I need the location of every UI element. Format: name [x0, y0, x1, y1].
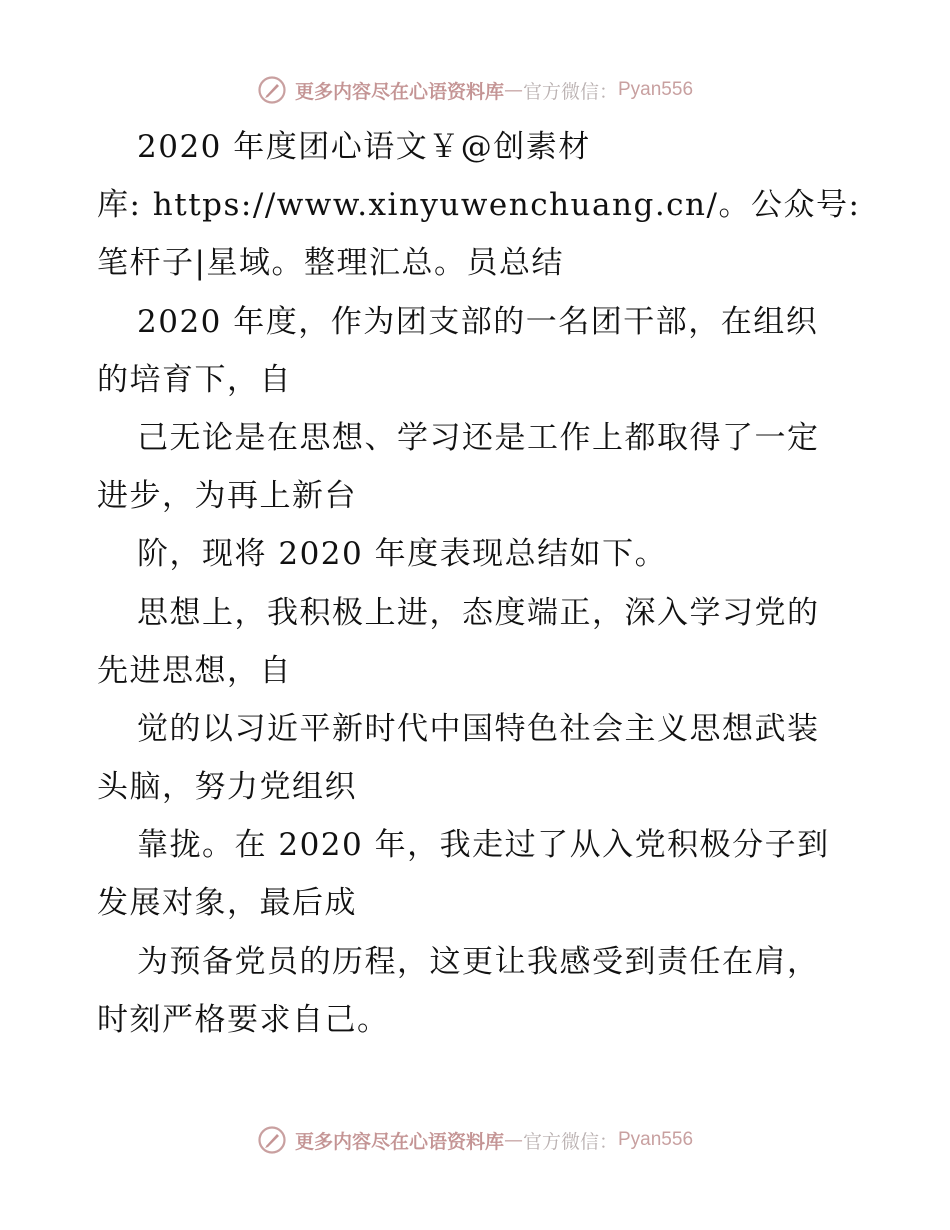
text-line: 头脑，努力党组织 [97, 769, 357, 806]
text-line: 笔杆子|星域。整理汇总。员总结 [97, 245, 564, 282]
document-body [97, 118, 861, 1049]
text-line: 先进思想，自 [97, 652, 292, 689]
watermark-text [295, 77, 693, 104]
watermark-main-text: 更多内容尽在心语资料库 [294, 1130, 504, 1153]
text-line: 觉的以习近平新时代中国特色社会主义思想武装 [137, 710, 820, 747]
quill-logo-icon [257, 1125, 287, 1155]
text-line: 库: https://www.xinyuwenchuang.cn/。公众号: [97, 187, 861, 224]
text-line: 2020 年度团心语文￥@创素材 [137, 129, 591, 165]
text-line: 靠拢。在 2020 年，我走过了从入党积极分子到 [137, 827, 830, 864]
text-line: 时刻严格要求自己。 [97, 1001, 390, 1038]
header-watermark-banner [0, 70, 950, 110]
watermark-sub-text: 官方微信： [522, 80, 618, 103]
text-line: 发展对象，最后成 [97, 885, 357, 922]
watermark-handle: Pyan556 [618, 1129, 694, 1150]
footer-watermark-banner [0, 1120, 950, 1160]
text-line: 己无论是在思想、学习还是工作上都取得了一定 [137, 419, 820, 456]
text-line: 为预备党员的历程，这更让我感受到责任在肩， [137, 943, 820, 980]
quill-logo-icon [257, 75, 287, 105]
watermark-separator: — [503, 79, 523, 101]
watermark-handle: Pyan556 [618, 79, 694, 100]
text-line: 阶，现将 2020 年度表现总结如下。 [137, 536, 668, 573]
watermark-text [295, 1127, 693, 1154]
text-line: 的培育下，自 [97, 361, 292, 398]
text-line: 思想上，我积极上进，态度端正，深入学习党的 [137, 594, 820, 631]
text-line: 2020 年度，作为团支部的一名团干部，在组织 [137, 303, 819, 340]
watermark-separator: — [503, 1129, 523, 1151]
text-line: 进步，为再上新台 [97, 478, 357, 515]
watermark-main-text: 更多内容尽在心语资料库 [294, 80, 504, 103]
watermark-sub-text: 官方微信： [522, 1130, 618, 1153]
